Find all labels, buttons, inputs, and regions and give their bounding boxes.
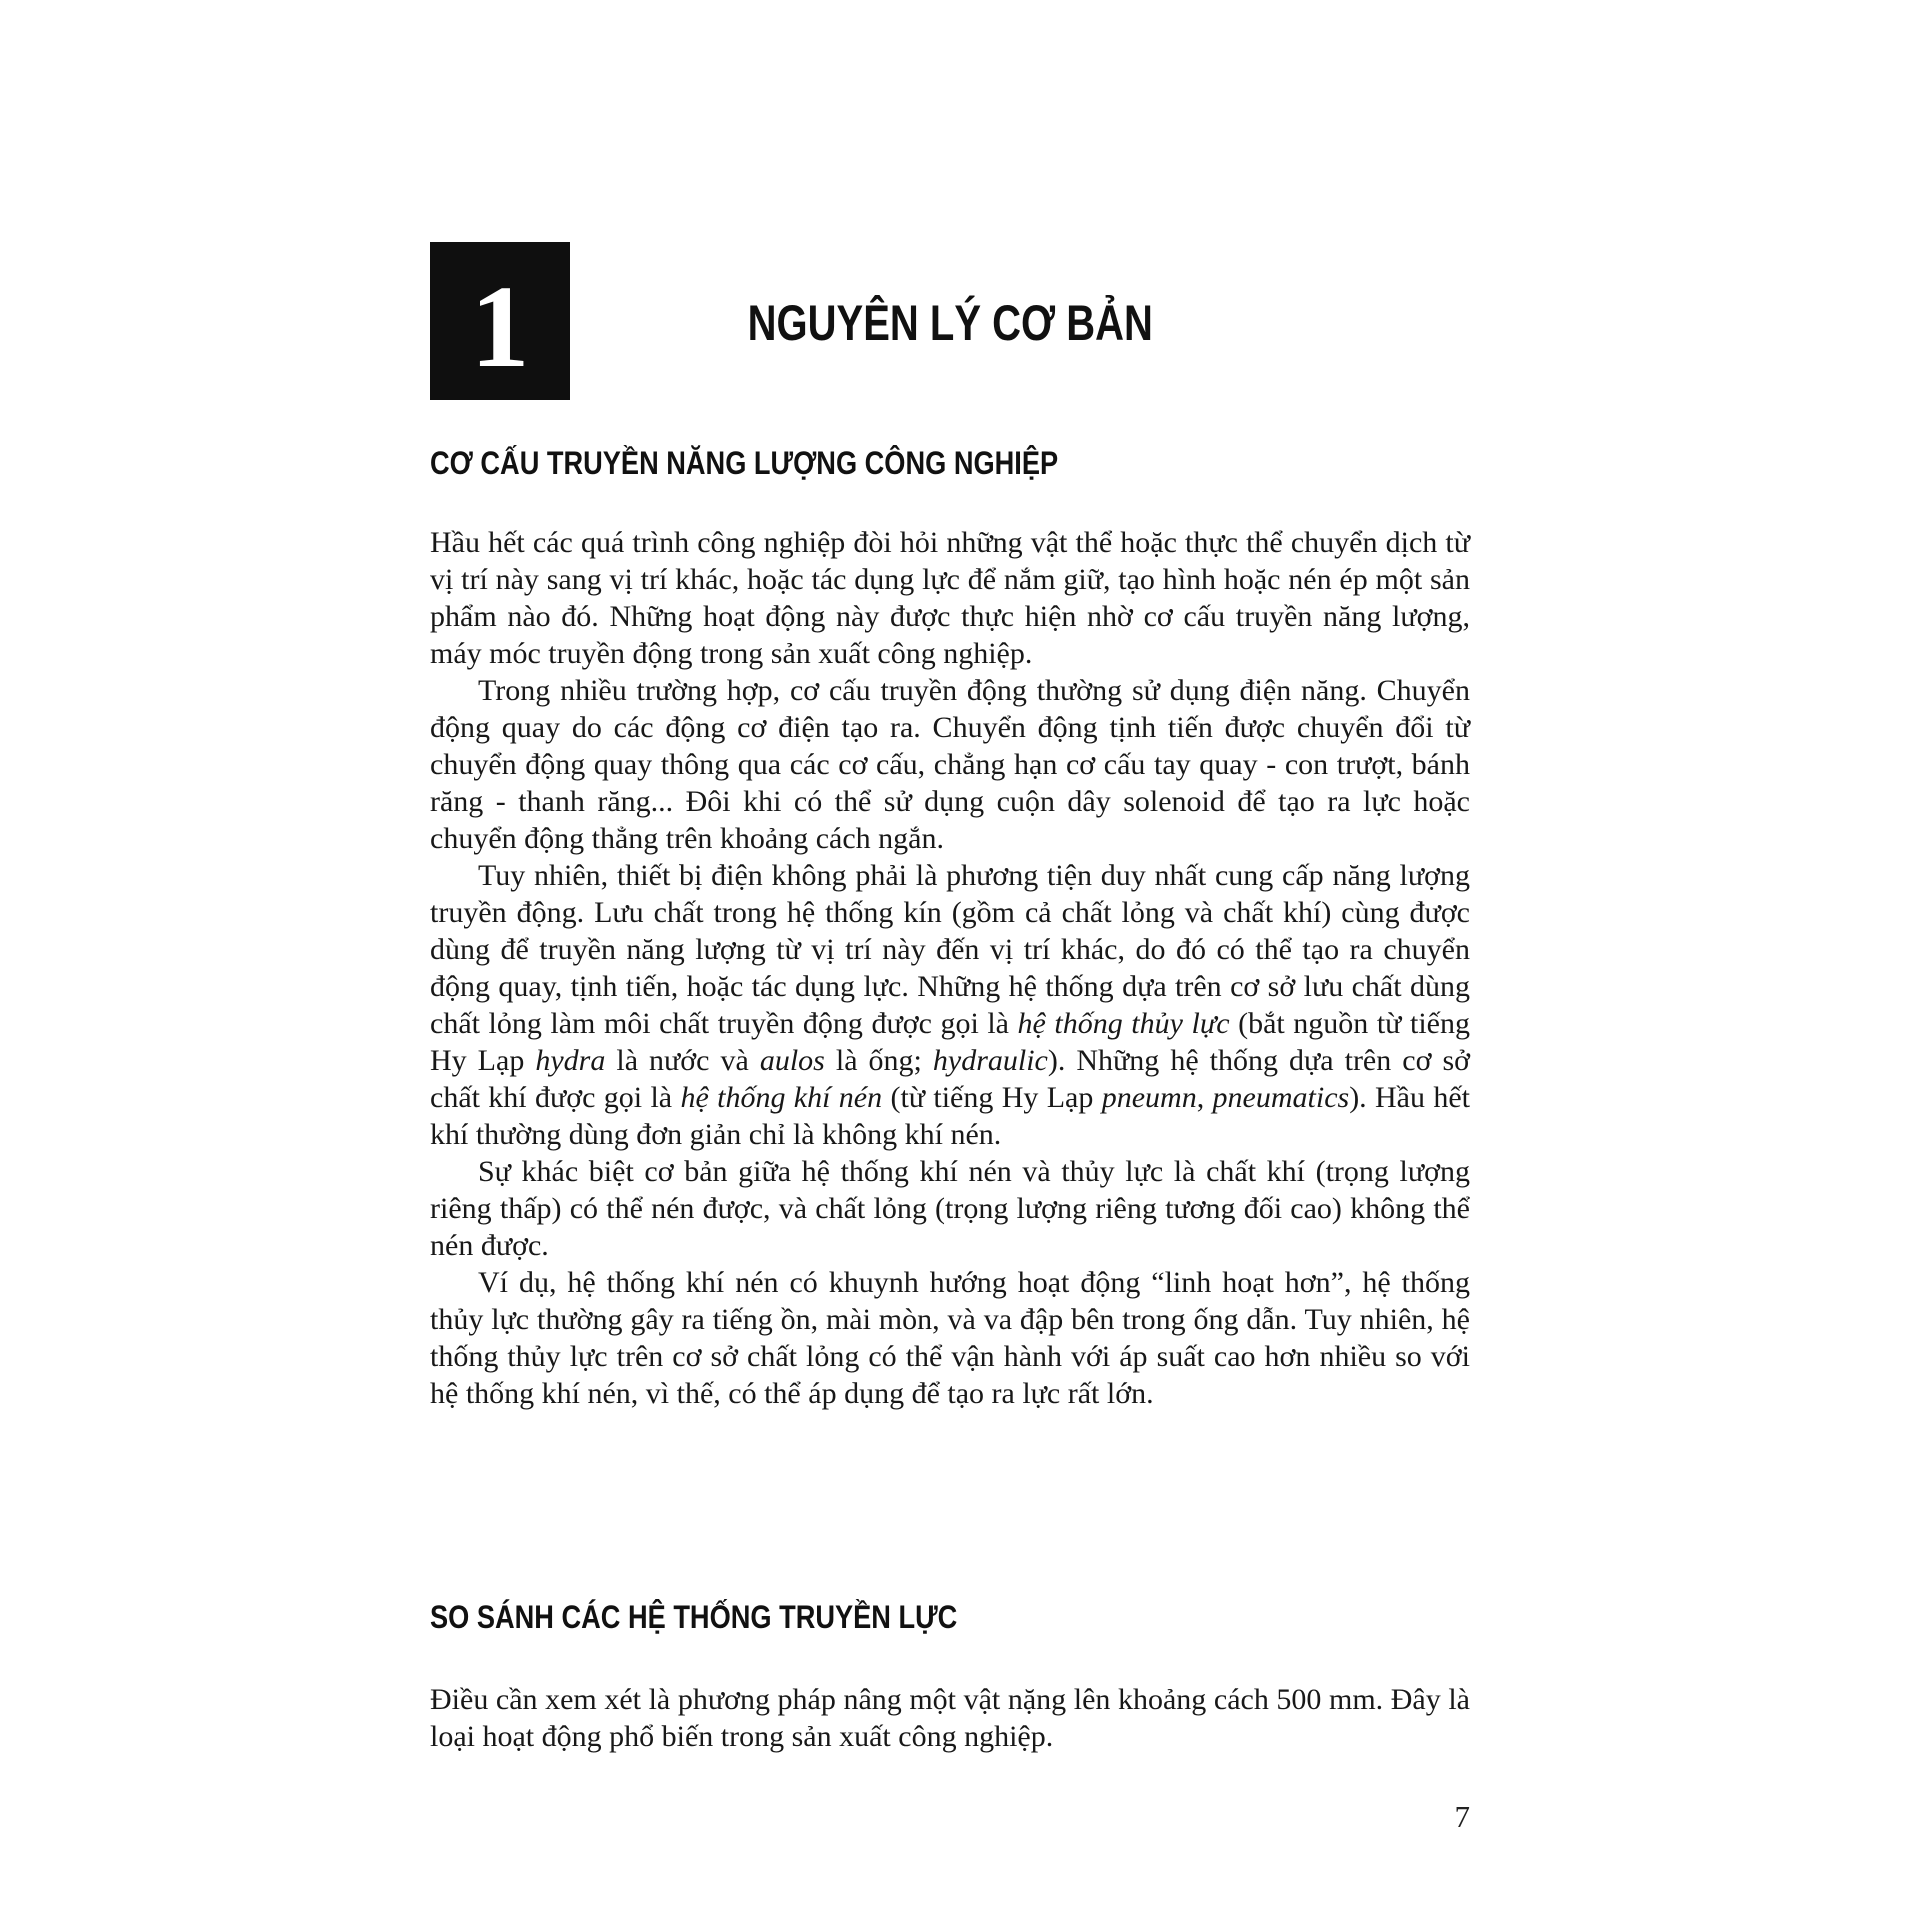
section-body-2 [430, 1681, 1470, 1755]
text-run: ). Những hệ thống dựa trên cơ sở chất khí được gọi là [430, 1044, 1470, 1114]
italic-text-run: pneumatics [1212, 1081, 1350, 1114]
paragraph [430, 1264, 1470, 1412]
text-run: là ống; [824, 1044, 933, 1077]
paragraph [430, 1153, 1470, 1264]
section-heading-1 [430, 445, 1470, 482]
section-heading-2-label: SO SÁNH CÁC HỆ THỐNG TRUYỀN LỰC [430, 1599, 958, 1635]
text-run: , [1196, 1081, 1213, 1114]
text-run: Tuy nhiên, thiết bị điện không phải là phương tiện duy nhất cung cấp năng lượng truyền động. Lưu chất trong hệ thống kín (gồm cả chất lỏng và chất khí) cùng được dùng để truyền năng lượng từ vị trí này đến vị trí khác, do đó có thể tạo ra chuyển động quay, tịnh tiến, hoặc tác dụng lực. Những hệ thống dựa trên cơ sở lưu chất dùng chất lỏng làm môi chất truyền động được gọi là [430, 859, 1470, 1040]
text-run: Điều cần xem xét là phương pháp nâng một vật nặng lên khoảng cách 500 mm. Đây là loại hoạt động phổ biến trong sản xuất công nghiệp. [430, 1683, 1470, 1753]
page-number: 7 [1454, 1799, 1470, 1834]
section-heading-1-label: CƠ CẤU TRUYỀN NĂNG LƯỢNG CÔNG NGHIỆP [430, 445, 1059, 481]
paragraph [430, 524, 1470, 672]
text-run: (bắt nguồn từ tiếng Hy Lạp [430, 1007, 1470, 1077]
text-run: ). Hầu hết khí thường dùng đơn giản chỉ là không khí nén. [430, 1081, 1470, 1151]
chapter-title: NGUYÊN LÝ CƠ BẢN [747, 295, 1153, 351]
text-run: Ví dụ, hệ thống khí nén có khuynh hướng hoạt động “linh hoạt hơn”, hệ thống thủy lực thường gây ra tiếng ồn, mài mòn, và va đập bên trong ống dẫn. Tuy nhiên, hệ thống thủy lực trên cơ sở chất lỏng có thể vận hành với áp suất cao hơn nhiều so với hệ thống khí nén, vì thế, có thể áp dụng để tạo ra lực rất lớn. [430, 1266, 1470, 1410]
italic-text-run: hệ thống thủy lực [1017, 1007, 1230, 1040]
italic-text-run: hydraulic [932, 1044, 1048, 1077]
section-body-1 [430, 524, 1470, 1412]
text-run: Trong nhiều trường hợp, cơ cấu truyền động thường sử dụng điện năng. Chuyển động quay do các động cơ điện tạo ra. Chuyển động tịnh tiến được chuyển đổi từ chuyển động quay thông qua các cơ cấu, chẳng hạn cơ cấu tay quay - con trượt, bánh răng - thanh răng... Đôi khi có thể sử dụng cuộn dây solenoid để tạo ra lực hoặc chuyển động thẳng trên khoảng cách ngắn. [430, 674, 1470, 855]
chapter-number: 1 [470, 261, 530, 392]
paragraph [430, 1681, 1470, 1755]
text-run: Hầu hết các quá trình công nghiệp đòi hỏi những vật thể hoặc thực thể chuyển dịch từ vị trí này sang vị trí khác, hoặc tác dụng lực để nắm giữ, tạo hình hoặc nén ép một sản phẩm nào đó. Những hoạt động này được thực hiện nhờ cơ cấu truyền năng lượng, máy móc truyền động trong sản xuất công nghiệp. [430, 526, 1470, 670]
text-run: Sự khác biệt cơ bản giữa hệ thống khí nén và thủy lực là chất khí (trọng lượng riêng thấp) có thể nén được, và chất lỏng (trọng lượng riêng tương đối cao) không thể nén được. [430, 1155, 1470, 1262]
paragraph [430, 857, 1470, 1153]
italic-text-run: pneumn [1101, 1081, 1197, 1114]
paragraph [430, 672, 1470, 857]
chapter-title-wrap [430, 294, 1470, 352]
section-heading-2 [430, 1599, 1470, 1636]
italic-text-run: hydra [535, 1044, 606, 1077]
italic-text-run: hệ thống khí nén [680, 1081, 883, 1114]
text-run: là nước và [605, 1044, 760, 1077]
italic-text-run: aulos [759, 1044, 825, 1077]
text-run: (từ tiếng Hy Lạp [882, 1081, 1102, 1114]
